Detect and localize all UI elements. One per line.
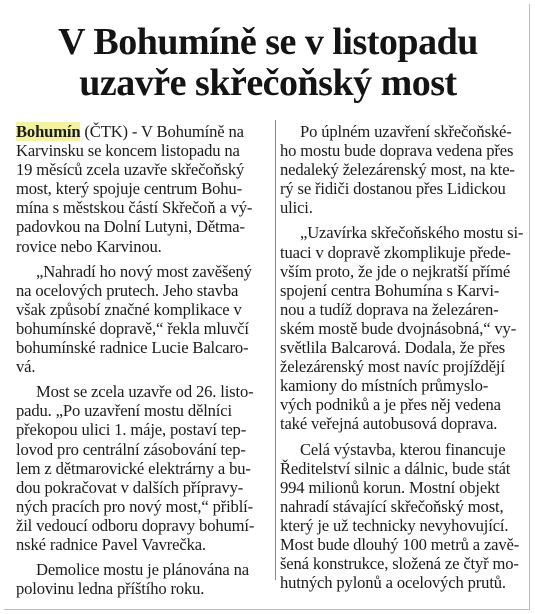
text-line: kamiony do místních průmyslo- [280, 376, 489, 396]
text-line: ulici. [280, 198, 313, 218]
text-line: Po úplném uzavření skřečoňské- [300, 122, 512, 141]
text-line: hutných pylonů a ocelových prutů. [280, 573, 506, 593]
paragraph-6 [280, 223, 522, 433]
text-line: spojení centra Bohumína s Karvi- [280, 280, 500, 300]
text-line: lem z dětmarovické elektrárny a bu- [16, 458, 251, 478]
text-line: rovice nebo Karvinou. [16, 236, 162, 256]
text-line: bohumínské radnice Lucie Balcaro- [16, 338, 249, 358]
text-line: polovinu ledna příštího roku. [16, 579, 205, 599]
text-line: světlila Balcarová. Dodala, že přes [280, 338, 506, 358]
paragraph-3 [16, 382, 273, 554]
text-line: na ocelových prutech. Jeho stavba [16, 280, 239, 300]
text-line: mína s městskou částí Skřečoň a vý- [16, 198, 253, 218]
text-line: nské radnice Pavel Vavrečka. [16, 534, 206, 554]
text-line: ho mostu bude doprava vedena přes [280, 141, 514, 161]
text-line: bohumínské dopravě,“ řekla mluvčí [16, 318, 249, 338]
text-line [16, 122, 273, 141]
article-headline [8, 22, 528, 104]
text-line: ných pracích pro nový most,“ přiblí- [16, 496, 253, 516]
column-divider [275, 120, 276, 580]
paragraph-1 [16, 122, 273, 256]
text-line: šená konstrukce, složená ze čtyř mo- [280, 554, 519, 574]
text-line: železárenský most navíc projíždějí [280, 357, 505, 377]
paragraph-4 [16, 560, 273, 598]
text-line: 994 milionů korun. Mostní objekt [280, 477, 500, 497]
text-line: také veřejná autobusová doprava. [280, 414, 498, 434]
text-line: nou a tudíž doprava na železáren- [280, 299, 499, 319]
text-line: překopou ulici 1. máje, postaví tep- [16, 420, 247, 440]
text-line: dou pokračovat v dalších přípravy- [16, 477, 244, 497]
paragraph-5 [280, 122, 522, 217]
text-line: Most bude dlouhý 100 metrů a zavě- [280, 534, 520, 554]
dateline: Bohumín [16, 122, 81, 141]
headline-line-2: uzavře skřečoňský most [79, 62, 457, 104]
text-line: ském mostě bude dvojnásobná,“ vy- [280, 318, 517, 338]
text-line: vším proto, že jde o nejkratší přímé [280, 261, 511, 281]
lead-text: (ČTK) - V Bohumíně na [80, 122, 244, 141]
text-line: most, který spojuje centrum Bohu- [16, 179, 242, 199]
text-line: Most se zcela uzavře od 26. listo- [36, 382, 254, 402]
article-column-right [280, 122, 522, 598]
text-line: nahradí stávající skřečoňský most, [280, 496, 504, 516]
text-line: Ředitelství silnic a dálnic, bude stát [280, 458, 511, 478]
text-line: rý se řidiči dostanou přes Lidickou [280, 179, 506, 199]
text-line: žil vedoucí odboru dopravy bohumí- [16, 515, 255, 535]
text-line: nedaleký železárenský most, na kte- [280, 160, 515, 180]
text-line: který je už technicky nevyhovující. [280, 515, 509, 535]
text-line: tuaci v dopravě zkomplikuje přede- [280, 242, 511, 262]
text-line: Demolice mostu je plánována na [36, 560, 249, 580]
text-line: vých podniků a je přes něj vedena [280, 395, 501, 415]
text-line: Celá výstavba, kterou financuje [300, 439, 506, 459]
text-line: padu. „Po uzavření mostu dělníci [16, 401, 232, 421]
text-line: vá. [16, 357, 36, 377]
text-line: „Nahradí ho nový most zavěšený [36, 261, 252, 281]
text-line: „Uzavírka skřečoňského mostu si- [300, 223, 524, 243]
paragraph-2 [16, 262, 273, 377]
text-line: Karvinsku se koncem listopadu na [16, 141, 240, 161]
article-column-left [16, 122, 273, 604]
text-line: lovod pro centrální zásobování tep- [16, 439, 246, 459]
text-line: 19 měsíců zcela uzavře skřečoňský [16, 160, 245, 180]
headline-line-1: V Bohumíně se v listopadu [58, 21, 478, 63]
text-line: však způsobí značné komplikace v [16, 299, 242, 319]
text-line: padovkou na Dolní Lutyni, Dětma- [16, 217, 245, 237]
paragraph-7 [280, 440, 522, 593]
